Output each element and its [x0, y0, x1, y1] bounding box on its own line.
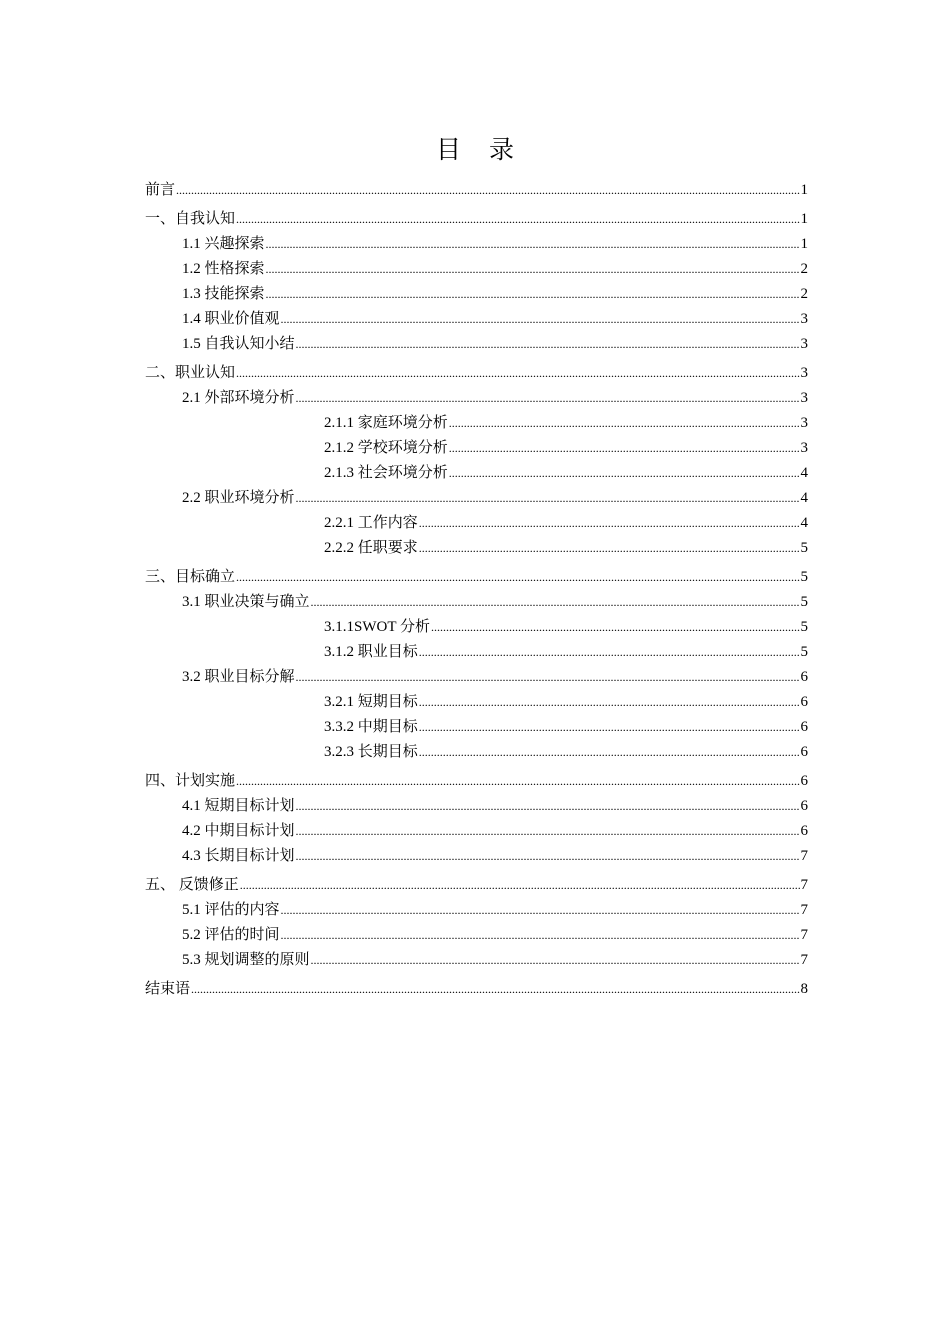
toc-page-number: 2 [800, 286, 808, 302]
toc-dot-leader [449, 411, 800, 436]
toc-entry-title: 结束语 [145, 981, 191, 997]
toc-page-number: 7 [800, 877, 808, 893]
toc-entry-title: 3.3.2 中期目标 [324, 719, 418, 735]
toc-dot-leader [176, 178, 799, 203]
toc-entry-level-2[interactable] [145, 844, 808, 869]
toc-page-number: 3 [800, 365, 808, 381]
toc-entry-level-3[interactable] [145, 411, 808, 436]
toc-dot-leader [266, 282, 800, 307]
toc-entry-level-3[interactable] [145, 740, 808, 765]
toc-page-number: 3 [800, 390, 808, 406]
toc-entry-level-3[interactable] [145, 536, 808, 561]
toc-entry-level-2[interactable] [145, 282, 808, 307]
toc-page-number: 5 [800, 594, 808, 610]
toc-page-number: 7 [800, 902, 808, 918]
toc-dot-leader [296, 665, 800, 690]
toc-entry-level-2[interactable] [145, 386, 808, 411]
toc-entry-level-3[interactable] [145, 511, 808, 536]
toc-entry-title: 4.1 短期目标计划 [182, 798, 295, 814]
toc-entry-title: 1.5 自我认知小结 [182, 336, 295, 352]
toc-page-number: 6 [800, 798, 808, 814]
toc-entry-title: 1.3 技能探索 [182, 286, 265, 302]
toc-entry-title: 1.1 兴趣探索 [182, 236, 265, 252]
toc-dot-leader [296, 486, 800, 511]
toc-dot-leader [266, 232, 800, 257]
toc-dot-leader [266, 257, 800, 282]
toc-entry-level-1[interactable] [145, 361, 808, 386]
toc-entry-level-3[interactable] [145, 436, 808, 461]
toc-page-number: 3 [800, 415, 808, 431]
toc-entry-title: 2.1 外部环境分析 [182, 390, 295, 406]
toc-entry-title: 前言 [145, 182, 176, 198]
toc-entry-level-2[interactable] [145, 665, 808, 690]
toc-dot-leader [236, 769, 799, 794]
toc-entry-level-2[interactable] [145, 923, 808, 948]
toc-dot-leader [240, 873, 800, 898]
toc-dot-leader [431, 615, 800, 640]
toc-entry-level-1[interactable] [145, 207, 808, 232]
toc-page-number: 5 [800, 569, 808, 585]
toc-entry-title: 3.1 职业决策与确立 [182, 594, 310, 610]
toc-dot-leader [236, 361, 799, 386]
toc-entry-title: 2.2.1 工作内容 [324, 515, 418, 531]
toc-dot-leader [296, 844, 800, 869]
toc-entry-level-2[interactable] [145, 898, 808, 923]
toc-entry-title: 4.2 中期目标计划 [182, 823, 295, 839]
toc-entry-title: 3.1.1SWOT 分析 [324, 619, 430, 635]
toc-page-number: 6 [800, 694, 808, 710]
toc-entry-level-3[interactable] [145, 461, 808, 486]
toc-entry-title: 2.1.2 学校环境分析 [324, 440, 448, 456]
toc-entry-level-2[interactable] [145, 307, 808, 332]
toc-entry-level-2[interactable] [145, 232, 808, 257]
toc-entry-level-2[interactable] [145, 819, 808, 844]
toc-entry-title: 2.2.2 任职要求 [324, 540, 418, 556]
toc-dot-leader [419, 740, 800, 765]
toc-dot-leader [281, 898, 800, 923]
toc-page-number: 7 [800, 952, 808, 968]
toc-dot-leader [236, 207, 799, 232]
toc-dot-leader [449, 436, 800, 461]
toc-dot-leader [236, 565, 799, 590]
toc-page-number: 6 [800, 773, 808, 789]
toc-entry-level-1[interactable] [145, 178, 808, 203]
toc-page-number: 5 [800, 644, 808, 660]
toc-entry-level-1[interactable] [145, 769, 808, 794]
toc-entry-title: 3.2 职业目标分解 [182, 669, 295, 685]
toc-dot-leader [296, 819, 800, 844]
toc-entry-level-2[interactable] [145, 257, 808, 282]
toc-dot-leader [296, 794, 800, 819]
toc-page-number: 5 [800, 619, 808, 635]
toc-page-number: 7 [800, 848, 808, 864]
toc-dot-leader [281, 923, 800, 948]
toc-page-number: 4 [800, 465, 808, 481]
toc-title: 目 录 [436, 135, 524, 164]
toc-entry-title: 2.2 职业环境分析 [182, 490, 295, 506]
toc-entry-level-2[interactable] [145, 332, 808, 357]
toc-entry-title: 3.2.1 短期目标 [324, 694, 418, 710]
toc-entry-title: 4.3 长期目标计划 [182, 848, 295, 864]
toc-entry-title: 2.1.3 社会环境分析 [324, 465, 448, 481]
toc-page-number: 6 [800, 719, 808, 735]
toc-dot-leader [296, 386, 800, 411]
toc-entry-title: 1.2 性格探索 [182, 261, 265, 277]
toc-dot-leader [419, 690, 800, 715]
toc-list [145, 178, 808, 1002]
toc-entry-level-3[interactable] [145, 715, 808, 740]
toc-page-number: 1 [800, 182, 808, 198]
toc-entry-title: 3.1.2 职业目标 [324, 644, 418, 660]
toc-page-number: 4 [800, 490, 808, 506]
toc-entry-level-3[interactable] [145, 690, 808, 715]
toc-page-number: 6 [800, 744, 808, 760]
toc-dot-leader [449, 461, 800, 486]
toc-page-number: 1 [800, 236, 808, 252]
toc-page-number: 4 [800, 515, 808, 531]
toc-entry-level-1[interactable] [145, 565, 808, 590]
toc-page-number: 5 [800, 540, 808, 556]
toc-entry-title: 5.3 规划调整的原则 [182, 952, 310, 968]
toc-dot-leader [191, 977, 799, 1002]
toc-entry-level-2[interactable] [145, 794, 808, 819]
toc-entry-level-2[interactable] [145, 590, 808, 615]
toc-entry-level-1[interactable] [145, 873, 808, 898]
toc-page-number: 3 [800, 440, 808, 456]
toc-entry-level-2[interactable] [145, 948, 808, 973]
toc-dot-leader [419, 536, 800, 561]
toc-entry-title: 1.4 职业价值观 [182, 311, 280, 327]
toc-dot-leader [419, 511, 800, 536]
toc-entry-title: 二、职业认知 [145, 365, 236, 381]
toc-page-number: 1 [800, 211, 808, 227]
toc-entry-level-2[interactable] [145, 486, 808, 511]
toc-entry-title: 五、 反馈修正 [145, 877, 239, 893]
toc-dot-leader [296, 332, 800, 357]
toc-dot-leader [311, 948, 800, 973]
toc-page-number: 8 [800, 981, 808, 997]
toc-entry-title: 四、计划实施 [145, 773, 236, 789]
toc-dot-leader [419, 715, 800, 740]
toc-page-number: 6 [800, 669, 808, 685]
toc-dot-leader [311, 590, 800, 615]
toc-entry-title: 5.2 评估的时间 [182, 927, 280, 943]
toc-entry-level-3[interactable] [145, 615, 808, 640]
toc-entry-level-1[interactable] [145, 977, 808, 1002]
toc-page-number: 6 [800, 823, 808, 839]
toc-entry-title: 5.1 评估的内容 [182, 902, 280, 918]
toc-page-number: 3 [800, 336, 808, 352]
toc-dot-leader [419, 640, 800, 665]
toc-dot-leader [281, 307, 800, 332]
toc-entry-level-3[interactable] [145, 640, 808, 665]
toc-page-number: 2 [800, 261, 808, 277]
toc-entry-title: 一、自我认知 [145, 211, 236, 227]
toc-page-number: 3 [800, 311, 808, 327]
toc-page-number: 7 [800, 927, 808, 943]
toc-entry-title: 3.2.3 长期目标 [324, 744, 418, 760]
toc-entry-title: 2.1.1 家庭环境分析 [324, 415, 448, 431]
toc-entry-title: 三、目标确立 [145, 569, 236, 585]
